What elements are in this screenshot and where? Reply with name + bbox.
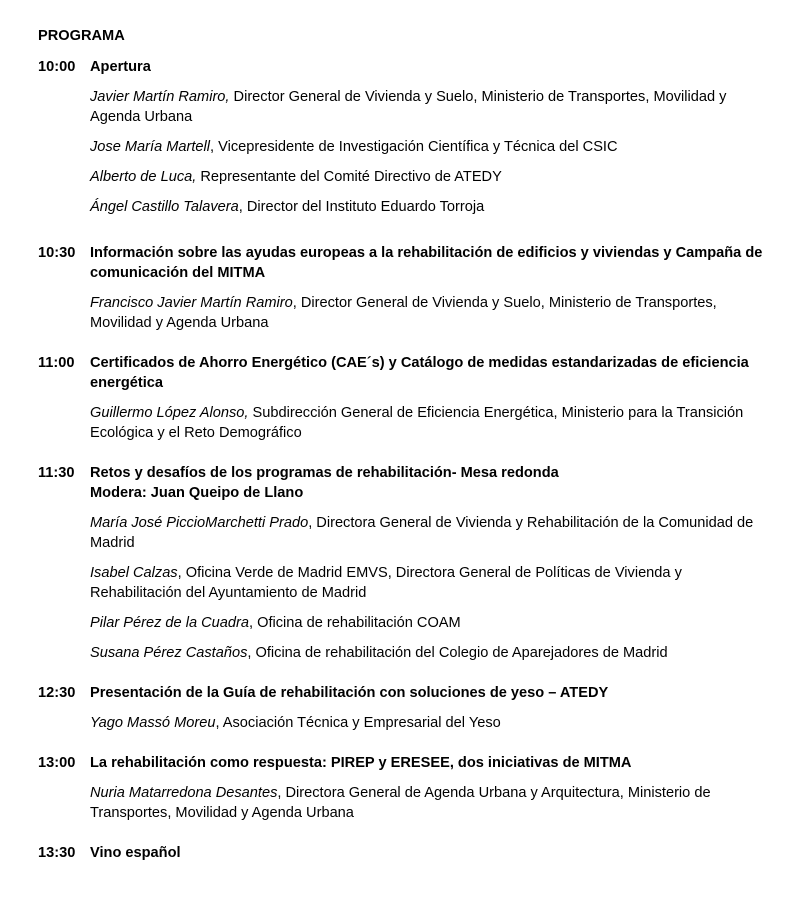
speaker-name: Yago Massó Moreu <box>90 715 216 731</box>
speaker-role: , Oficina Verde de Madrid EMVS, Directora General de Políticas de Vivienda y Rehabilitación del Ayuntamiento de Madrid <box>90 565 682 601</box>
program-heading: PROGRAMA <box>38 28 125 44</box>
speaker-role: Subdirección General de Eficiencia Energética, Ministerio para la Transición Ecológica y el Reto Demográfico <box>90 405 744 441</box>
speaker-role: , Vicepresidente de Investigación Científica y Técnica del CSIC <box>210 139 618 155</box>
agenda-title: Retos y desafíos de los programas de rehabilitación- Mesa redonda <box>90 465 559 481</box>
agenda-title: Vino español <box>90 845 181 861</box>
speaker-entry <box>90 137 773 157</box>
agenda-moderator: Modera: Juan Queipo de Llano <box>90 485 304 501</box>
agenda-title: Certificados de Ahorro Energético (CAE´s) y Catálogo de medidas estandarizadas de eficiencia energética <box>90 355 749 391</box>
agenda-content <box>90 353 773 443</box>
speaker-entry <box>90 293 773 333</box>
speaker-role: , Director General de Vivienda y Suelo, Ministerio de Transportes, Movilidad y Agenda Urbana <box>90 295 717 331</box>
speaker-name: Alberto de Luca, <box>90 169 197 185</box>
agenda-item <box>38 683 773 733</box>
agenda-content <box>90 843 773 863</box>
speaker-name: Jose María Martell <box>90 139 211 155</box>
speaker-name: Guillermo López Alonso, <box>90 405 249 421</box>
agenda-content <box>90 683 773 733</box>
speaker-role: , Directora General de Agenda Urbana y Arquitectura, Ministerio de Transportes, Movilidad y Agenda Urbana <box>90 785 711 821</box>
agenda-item <box>38 753 773 823</box>
speaker-name: Isabel Calzas <box>90 565 178 581</box>
agenda-content <box>90 243 773 333</box>
agenda-time: 13:30 <box>38 845 76 861</box>
speaker-role: , Asociación Técnica y Empresarial del Yeso <box>215 715 501 731</box>
speaker-name: Francisco Javier Martín Ramiro <box>90 295 293 311</box>
speaker-entry <box>90 563 773 603</box>
speaker-role: , Directora General de Vivienda y Rehabilitación de la Comunidad de Madrid <box>90 515 754 551</box>
agenda-title: Información sobre las ayudas europeas a la rehabilitación de edificios y viviendas y Campaña de comunicación del MITMA <box>90 245 763 281</box>
speaker-entry <box>90 613 773 633</box>
agenda-time: 11:00 <box>38 355 75 371</box>
speaker-name: Pilar Pérez de la Cuadra <box>90 615 249 631</box>
speaker-name: Ángel Castillo Talavera <box>90 199 239 215</box>
speaker-role: Director General de Vivienda y Suelo, Ministerio de Transportes, Movilidad y Agenda Urbana <box>90 89 727 125</box>
agenda-time: 10:00 <box>38 59 76 75</box>
speaker-entry <box>90 643 773 663</box>
agenda-content <box>90 753 773 823</box>
speaker-name: Javier Martín Ramiro, <box>90 89 230 105</box>
speaker-entry <box>90 713 773 733</box>
speaker-role: , Oficina de rehabilitación del Colegio de Aparejadores de Madrid <box>247 645 668 661</box>
speaker-name: Susana Pérez Castaños <box>90 645 248 661</box>
speaker-entry <box>90 87 773 127</box>
speaker-name: Nuria Matarredona Desantes <box>90 785 278 801</box>
speaker-entry <box>90 167 773 187</box>
agenda-content <box>90 463 773 663</box>
agenda-item <box>38 243 773 333</box>
speaker-entry <box>90 197 773 217</box>
speaker-role: , Oficina de rehabilitación COAM <box>249 615 461 631</box>
agenda-title: Apertura <box>90 59 151 75</box>
agenda-time: 10:30 <box>38 245 76 261</box>
agenda-item <box>38 463 773 663</box>
agenda-item <box>38 843 773 863</box>
agenda-item <box>38 57 773 217</box>
agenda-title: La rehabilitación como respuesta: PIREP y ERESEE, dos iniciativas de MITMA <box>90 755 632 771</box>
agenda-time: 12:30 <box>38 685 76 701</box>
agenda-time: 11:30 <box>38 465 75 481</box>
speaker-role: Representante del Comité Directivo de ATEDY <box>196 169 502 185</box>
speaker-entry <box>90 403 773 443</box>
program-list <box>38 57 773 863</box>
speaker-entry <box>90 783 773 823</box>
agenda-title: Presentación de la Guía de rehabilitación con soluciones de yeso – ATEDY <box>90 685 609 701</box>
speaker-entry <box>90 513 773 553</box>
speaker-role: , Director del Instituto Eduardo Torroja <box>238 199 485 215</box>
program-document <box>38 27 773 863</box>
agenda-content <box>90 57 773 217</box>
agenda-time: 13:00 <box>38 755 76 771</box>
agenda-item <box>38 353 773 443</box>
speaker-name: María José PiccioMarchetti Prado <box>90 515 309 531</box>
